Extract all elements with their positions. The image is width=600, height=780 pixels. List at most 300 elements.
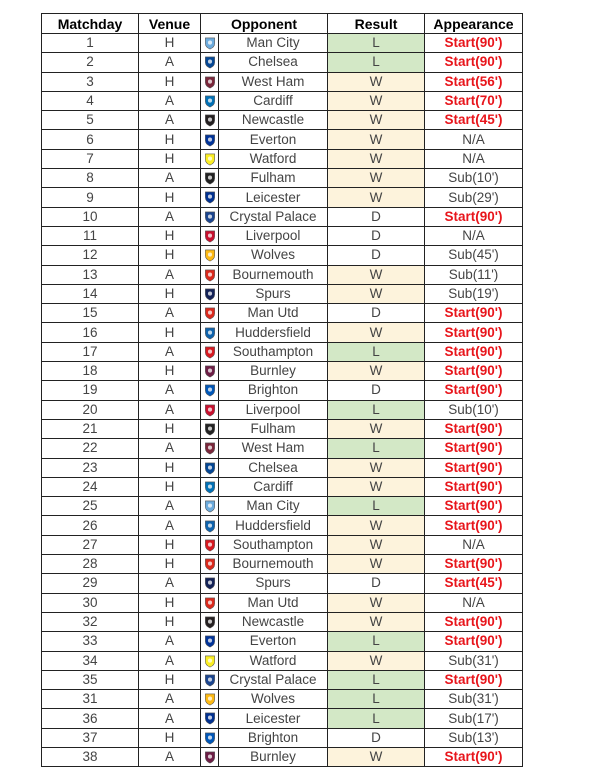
- opponent-cell: Fulham: [219, 419, 328, 438]
- crest-cell: [201, 111, 219, 130]
- table-row: [42, 709, 523, 728]
- table-row: [42, 342, 523, 361]
- southampton-crest-icon: [204, 539, 216, 552]
- table-row: [42, 728, 523, 747]
- result-cell: W: [328, 419, 425, 438]
- opponent-cell: Chelsea: [219, 458, 328, 477]
- opponent-cell: Cardiff: [219, 477, 328, 496]
- result-cell: W: [328, 72, 425, 91]
- appearance-cell: Sub(13'): [425, 728, 523, 747]
- result-cell: W: [328, 651, 425, 670]
- matchday-cell: 34: [42, 651, 139, 670]
- appearance-cell: Start(90'): [425, 458, 523, 477]
- opponent-cell: Wolves: [219, 246, 328, 265]
- result-cell: W: [328, 188, 425, 207]
- leicester-crest-icon: [204, 191, 216, 204]
- spurs-crest-icon: [204, 288, 216, 301]
- opponent-cell: Southampton: [219, 342, 328, 361]
- cardiff-crest-icon: [204, 95, 216, 108]
- opponent-cell: Leicester: [219, 188, 328, 207]
- opponent-cell: West Ham: [219, 72, 328, 91]
- opponent-cell: Watford: [219, 149, 328, 168]
- table-row: [42, 439, 523, 458]
- crest-cell: [201, 497, 219, 516]
- table-row: [42, 362, 523, 381]
- cardiff-crest-icon: [204, 481, 216, 494]
- venue-cell: H: [139, 149, 201, 168]
- southampton-crest-icon: [204, 346, 216, 359]
- everton-crest-icon: [204, 635, 216, 648]
- appearance-cell: Start(90'): [425, 419, 523, 438]
- matchday-cell: 12: [42, 246, 139, 265]
- appearance-cell: Start(90'): [425, 670, 523, 689]
- appearance-cell: N/A: [425, 130, 523, 149]
- opponent-cell: Crystal Palace: [219, 207, 328, 226]
- matchday-cell: 17: [42, 342, 139, 361]
- matchday-cell: 38: [42, 747, 139, 766]
- result-cell: W: [328, 535, 425, 554]
- everton-crest-icon: [204, 134, 216, 147]
- appearance-cell: Start(90'): [425, 747, 523, 766]
- opponent-cell: Burnley: [219, 747, 328, 766]
- crest-cell: [201, 555, 219, 574]
- table-row: [42, 265, 523, 284]
- matchday-cell: 28: [42, 555, 139, 574]
- result-cell: L: [328, 632, 425, 651]
- liverpool-crest-icon: [204, 404, 216, 417]
- appearance-cell: Start(90'): [425, 53, 523, 72]
- appearance-cell: Start(90'): [425, 477, 523, 496]
- west-ham-crest-icon: [204, 76, 216, 89]
- appearance-cell: Start(90'): [425, 34, 523, 53]
- opponent-cell: Man City: [219, 34, 328, 53]
- crest-cell: [201, 323, 219, 342]
- table-row: [42, 593, 523, 612]
- crystal-palace-crest-icon: [204, 674, 216, 687]
- matchday-cell: 3: [42, 72, 139, 91]
- opponent-cell: Liverpool: [219, 226, 328, 245]
- spurs-crest-icon: [204, 577, 216, 590]
- matchday-cell: 33: [42, 632, 139, 651]
- table-row: [42, 419, 523, 438]
- crest-cell: [201, 690, 219, 709]
- matchday-cell: 35: [42, 670, 139, 689]
- opponent-cell: Liverpool: [219, 400, 328, 419]
- appearance-cell: Start(90'): [425, 207, 523, 226]
- opponent-cell: Brighton: [219, 381, 328, 400]
- match-results-table: [41, 13, 523, 767]
- matchday-cell: 5: [42, 111, 139, 130]
- crest-cell: [201, 632, 219, 651]
- result-cell: W: [328, 516, 425, 535]
- table-row: [42, 747, 523, 766]
- appearance-cell: N/A: [425, 593, 523, 612]
- venue-cell: H: [139, 323, 201, 342]
- table-row: [42, 284, 523, 303]
- burnley-crest-icon: [204, 751, 216, 764]
- matchday-cell: 15: [42, 304, 139, 323]
- venue-cell: H: [139, 246, 201, 265]
- appearance-cell: Start(90'): [425, 516, 523, 535]
- matchday-cell: 9: [42, 188, 139, 207]
- crest-cell: [201, 130, 219, 149]
- table-row: [42, 149, 523, 168]
- table-row: [42, 670, 523, 689]
- result-cell: W: [328, 458, 425, 477]
- crest-cell: [201, 728, 219, 747]
- result-cell: W: [328, 265, 425, 284]
- crest-cell: [201, 207, 219, 226]
- result-cell: W: [328, 111, 425, 130]
- man-city-crest-icon: [204, 500, 216, 513]
- opponent-cell: Crystal Palace: [219, 670, 328, 689]
- appearance-cell: Sub(45'): [425, 246, 523, 265]
- appearance-cell: N/A: [425, 535, 523, 554]
- table-row: [42, 304, 523, 323]
- newcastle-crest-icon: [204, 114, 216, 127]
- venue-cell: A: [139, 342, 201, 361]
- result-cell: L: [328, 34, 425, 53]
- venue-cell: H: [139, 226, 201, 245]
- result-cell: D: [328, 574, 425, 593]
- opponent-cell: Man Utd: [219, 304, 328, 323]
- crest-cell: [201, 265, 219, 284]
- header-row: [42, 14, 523, 34]
- matchday-cell: 6: [42, 130, 139, 149]
- crest-cell: [201, 342, 219, 361]
- result-cell: D: [328, 207, 425, 226]
- opponent-cell: Leicester: [219, 709, 328, 728]
- opponent-cell: Burnley: [219, 362, 328, 381]
- matchday-cell: 23: [42, 458, 139, 477]
- result-cell: D: [328, 226, 425, 245]
- crest-cell: [201, 574, 219, 593]
- appearance-cell: Start(45'): [425, 111, 523, 130]
- crest-cell: [201, 516, 219, 535]
- appearance-cell: Start(90'): [425, 439, 523, 458]
- fulham-crest-icon: [204, 172, 216, 185]
- crystal-palace-crest-icon: [204, 211, 216, 224]
- header-matchday: Matchday: [42, 14, 139, 34]
- appearance-cell: Start(45'): [425, 574, 523, 593]
- table-row: [42, 574, 523, 593]
- venue-cell: A: [139, 574, 201, 593]
- watford-crest-icon: [204, 655, 216, 668]
- header-venue: Venue: [139, 14, 201, 34]
- newcastle-crest-icon: [204, 616, 216, 629]
- appearance-cell: Start(90'): [425, 362, 523, 381]
- table-row: [42, 323, 523, 342]
- opponent-cell: Newcastle: [219, 612, 328, 631]
- table-row: [42, 651, 523, 670]
- result-cell: W: [328, 747, 425, 766]
- table-row: [42, 497, 523, 516]
- appearance-cell: Sub(10'): [425, 169, 523, 188]
- matchday-cell: 13: [42, 265, 139, 284]
- table-row: [42, 535, 523, 554]
- opponent-cell: Brighton: [219, 728, 328, 747]
- venue-cell: A: [139, 400, 201, 419]
- header-opponent: Opponent: [201, 14, 328, 34]
- chelsea-crest-icon: [204, 56, 216, 69]
- opponent-cell: Fulham: [219, 169, 328, 188]
- venue-cell: H: [139, 362, 201, 381]
- header-result: Result: [328, 14, 425, 34]
- crest-cell: [201, 284, 219, 303]
- matchday-cell: 11: [42, 226, 139, 245]
- man-utd-crest-icon: [204, 307, 216, 320]
- matchday-cell: 16: [42, 323, 139, 342]
- venue-cell: H: [139, 593, 201, 612]
- result-cell: W: [328, 593, 425, 612]
- matchday-cell: 4: [42, 91, 139, 110]
- crest-cell: [201, 458, 219, 477]
- crest-cell: [201, 304, 219, 323]
- venue-cell: A: [139, 91, 201, 110]
- opponent-cell: Huddersfield: [219, 323, 328, 342]
- appearance-cell: Start(56'): [425, 72, 523, 91]
- table-row: [42, 188, 523, 207]
- table-row: [42, 207, 523, 226]
- result-cell: W: [328, 362, 425, 381]
- result-cell: L: [328, 400, 425, 419]
- appearance-cell: Start(90'): [425, 555, 523, 574]
- table-row: [42, 477, 523, 496]
- matchday-cell: 19: [42, 381, 139, 400]
- venue-cell: A: [139, 53, 201, 72]
- crest-cell: [201, 34, 219, 53]
- opponent-cell: Wolves: [219, 690, 328, 709]
- matchday-cell: 32: [42, 612, 139, 631]
- venue-cell: H: [139, 284, 201, 303]
- wolves-crest-icon: [204, 693, 216, 706]
- result-cell: D: [328, 728, 425, 747]
- crest-cell: [201, 91, 219, 110]
- man-city-crest-icon: [204, 37, 216, 50]
- opponent-cell: West Ham: [219, 439, 328, 458]
- wolves-crest-icon: [204, 249, 216, 262]
- appearance-cell: Sub(10'): [425, 400, 523, 419]
- appearance-cell: Sub(19'): [425, 284, 523, 303]
- table-row: [42, 516, 523, 535]
- table-row: [42, 91, 523, 110]
- venue-cell: A: [139, 265, 201, 284]
- appearance-cell: Start(90'): [425, 304, 523, 323]
- matchday-cell: 7: [42, 149, 139, 168]
- appearance-cell: N/A: [425, 226, 523, 245]
- table-row: [42, 34, 523, 53]
- result-cell: W: [328, 91, 425, 110]
- opponent-cell: Bournemouth: [219, 265, 328, 284]
- matchday-cell: 1: [42, 34, 139, 53]
- matchday-cell: 31: [42, 690, 139, 709]
- matchday-cell: 18: [42, 362, 139, 381]
- result-cell: W: [328, 130, 425, 149]
- table-row: [42, 72, 523, 91]
- table-row: [42, 458, 523, 477]
- venue-cell: A: [139, 381, 201, 400]
- venue-cell: A: [139, 304, 201, 323]
- table-row: [42, 690, 523, 709]
- results-sheet: [41, 13, 523, 767]
- matchday-cell: 24: [42, 477, 139, 496]
- crest-cell: [201, 226, 219, 245]
- opponent-cell: Bournemouth: [219, 555, 328, 574]
- crest-cell: [201, 246, 219, 265]
- venue-cell: H: [139, 458, 201, 477]
- crest-cell: [201, 400, 219, 419]
- appearance-cell: Start(90'): [425, 323, 523, 342]
- bournemouth-crest-icon: [204, 558, 216, 571]
- result-cell: L: [328, 439, 425, 458]
- crest-cell: [201, 651, 219, 670]
- appearance-cell: Sub(31'): [425, 651, 523, 670]
- matchday-cell: 2: [42, 53, 139, 72]
- opponent-cell: Everton: [219, 130, 328, 149]
- venue-cell: A: [139, 651, 201, 670]
- bournemouth-crest-icon: [204, 269, 216, 282]
- venue-cell: H: [139, 612, 201, 631]
- venue-cell: A: [139, 632, 201, 651]
- table-row: [42, 169, 523, 188]
- result-cell: L: [328, 690, 425, 709]
- matchday-cell: 25: [42, 497, 139, 516]
- table-row: [42, 632, 523, 651]
- matchday-cell: 37: [42, 728, 139, 747]
- brighton-crest-icon: [204, 732, 216, 745]
- result-cell: W: [328, 477, 425, 496]
- appearance-cell: Start(90'): [425, 342, 523, 361]
- crest-cell: [201, 419, 219, 438]
- table-row: [42, 612, 523, 631]
- table-row: [42, 111, 523, 130]
- result-cell: W: [328, 323, 425, 342]
- result-cell: L: [328, 709, 425, 728]
- appearance-cell: N/A: [425, 149, 523, 168]
- result-cell: D: [328, 304, 425, 323]
- appearance-cell: Start(90'): [425, 612, 523, 631]
- appearance-cell: Sub(31'): [425, 690, 523, 709]
- venue-cell: H: [139, 188, 201, 207]
- watford-crest-icon: [204, 153, 216, 166]
- crest-cell: [201, 612, 219, 631]
- venue-cell: H: [139, 555, 201, 574]
- crest-cell: [201, 149, 219, 168]
- west-ham-crest-icon: [204, 442, 216, 455]
- crest-cell: [201, 188, 219, 207]
- table-row: [42, 226, 523, 245]
- matchday-cell: 29: [42, 574, 139, 593]
- crest-cell: [201, 169, 219, 188]
- venue-cell: A: [139, 111, 201, 130]
- opponent-cell: Everton: [219, 632, 328, 651]
- opponent-cell: Chelsea: [219, 53, 328, 72]
- result-cell: D: [328, 246, 425, 265]
- matchday-cell: 30: [42, 593, 139, 612]
- venue-cell: A: [139, 690, 201, 709]
- venue-cell: H: [139, 34, 201, 53]
- table-row: [42, 555, 523, 574]
- matchday-cell: 26: [42, 516, 139, 535]
- table-row: [42, 400, 523, 419]
- result-cell: D: [328, 381, 425, 400]
- opponent-cell: Huddersfield: [219, 516, 328, 535]
- fulham-crest-icon: [204, 423, 216, 436]
- opponent-cell: Spurs: [219, 284, 328, 303]
- result-cell: L: [328, 342, 425, 361]
- venue-cell: H: [139, 535, 201, 554]
- venue-cell: H: [139, 72, 201, 91]
- appearance-cell: Start(90'): [425, 381, 523, 400]
- matchday-cell: 27: [42, 535, 139, 554]
- opponent-cell: Watford: [219, 651, 328, 670]
- venue-cell: H: [139, 477, 201, 496]
- burnley-crest-icon: [204, 365, 216, 378]
- huddersfield-crest-icon: [204, 327, 216, 340]
- opponent-cell: Newcastle: [219, 111, 328, 130]
- result-cell: W: [328, 149, 425, 168]
- crest-cell: [201, 747, 219, 766]
- man-utd-crest-icon: [204, 597, 216, 610]
- crest-cell: [201, 670, 219, 689]
- venue-cell: H: [139, 728, 201, 747]
- venue-cell: H: [139, 130, 201, 149]
- table-row: [42, 381, 523, 400]
- result-cell: W: [328, 284, 425, 303]
- result-cell: W: [328, 169, 425, 188]
- matchday-cell: 20: [42, 400, 139, 419]
- appearance-cell: Start(90'): [425, 497, 523, 516]
- result-cell: L: [328, 53, 425, 72]
- venue-cell: A: [139, 207, 201, 226]
- venue-cell: A: [139, 516, 201, 535]
- matchday-cell: 14: [42, 284, 139, 303]
- appearance-cell: Start(90'): [425, 632, 523, 651]
- venue-cell: A: [139, 439, 201, 458]
- result-cell: L: [328, 497, 425, 516]
- venue-cell: A: [139, 169, 201, 188]
- crest-cell: [201, 53, 219, 72]
- opponent-cell: Southampton: [219, 535, 328, 554]
- crest-cell: [201, 593, 219, 612]
- venue-cell: H: [139, 670, 201, 689]
- appearance-cell: Sub(11'): [425, 265, 523, 284]
- venue-cell: A: [139, 747, 201, 766]
- venue-cell: H: [139, 419, 201, 438]
- header-appearance: Appearance: [425, 14, 523, 34]
- matchday-cell: 10: [42, 207, 139, 226]
- appearance-cell: Start(70'): [425, 91, 523, 110]
- matchday-cell: 21: [42, 419, 139, 438]
- brighton-crest-icon: [204, 384, 216, 397]
- venue-cell: A: [139, 497, 201, 516]
- matchday-cell: 22: [42, 439, 139, 458]
- matchday-cell: 8: [42, 169, 139, 188]
- crest-cell: [201, 439, 219, 458]
- crest-cell: [201, 381, 219, 400]
- opponent-cell: Cardiff: [219, 91, 328, 110]
- opponent-cell: Man Utd: [219, 593, 328, 612]
- liverpool-crest-icon: [204, 230, 216, 243]
- result-cell: W: [328, 612, 425, 631]
- opponent-cell: Spurs: [219, 574, 328, 593]
- result-cell: L: [328, 670, 425, 689]
- crest-cell: [201, 362, 219, 381]
- leicester-crest-icon: [204, 712, 216, 725]
- matchday-cell: 36: [42, 709, 139, 728]
- appearance-cell: Sub(29'): [425, 188, 523, 207]
- crest-cell: [201, 535, 219, 554]
